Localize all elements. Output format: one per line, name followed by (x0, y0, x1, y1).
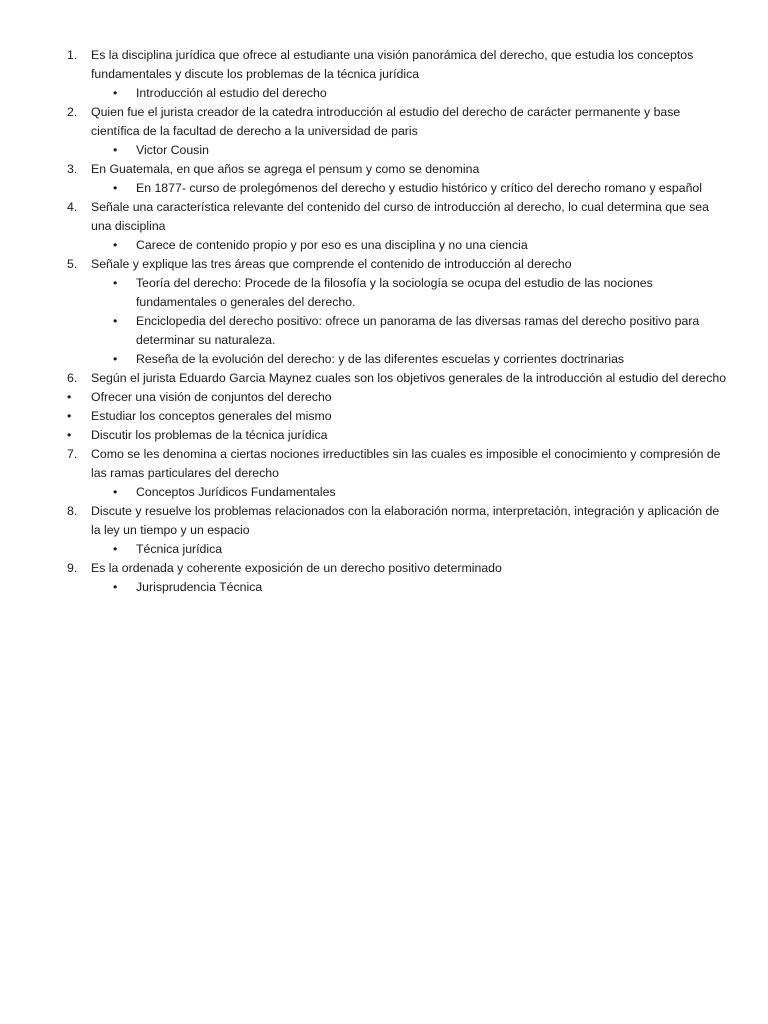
answer-text: Victor Cousin (136, 143, 209, 157)
answer-3-1 (0, 179, 768, 198)
question-3 (0, 160, 768, 179)
bullet-icon: • (113, 276, 118, 290)
question-number: 1. (67, 48, 78, 62)
question-number: 2. (67, 105, 78, 119)
question-text: Según el jurista Eduardo Garcia Maynez cuales son los objetivos generales de la introducción al estudio del derecho (91, 371, 727, 385)
question-8 (0, 502, 768, 540)
answer-2-1 (0, 141, 768, 160)
question-text: Es la ordenada y coherente exposición de un derecho positivo determinado (91, 561, 502, 575)
question-text: Es la disciplina jurídica que ofrece al estudiante una visión panorámica del derecho, que estudia los conceptos fundamentales y discute los problemas de la técnica jurídica (91, 48, 694, 81)
answer-8-1 (0, 540, 768, 559)
bullet-icon: • (113, 314, 118, 328)
bullet-icon: • (113, 352, 118, 366)
objective-text: Ofrecer una visión de conjuntos del derecho (91, 390, 332, 404)
bullet-icon: • (113, 86, 118, 100)
bullet-icon: • (67, 428, 72, 442)
bullet-icon: • (113, 580, 118, 594)
question-text: Como se les denomina a ciertas nociones irreductibles sin las cuales es imposible el conocimiento y compresión de las ramas particulares del derecho (91, 447, 721, 480)
document-page (0, 46, 768, 597)
answer-7-1 (0, 483, 768, 502)
objective-text: Estudiar los conceptos generales del mismo (91, 409, 332, 423)
answer-4-1 (0, 236, 768, 255)
bullet-icon: • (113, 181, 118, 195)
answer-5-2 (0, 312, 768, 350)
question-5 (0, 255, 768, 274)
answer-text: Reseña de la evolución del derecho: y de las diferentes escuelas y corrientes doctrinarias (136, 352, 625, 366)
objective-3 (0, 426, 768, 445)
answer-text: Jurisprudencia Técnica (136, 580, 263, 594)
objective-2 (0, 407, 768, 426)
bullet-icon: • (113, 485, 118, 499)
question-1 (0, 46, 768, 84)
bullet-icon: • (113, 238, 118, 252)
answer-9-1 (0, 578, 768, 597)
bullet-icon: • (113, 143, 118, 157)
question-number: 6. (67, 371, 78, 385)
answer-1-1 (0, 84, 768, 103)
answer-text: Enciclopedia del derecho positivo: ofrece un panorama de las diversas ramas del derecho positivo para determinar su naturaleza. (136, 314, 700, 347)
answer-5-3 (0, 350, 768, 369)
answer-text: Conceptos Jurídicos Fundamentales (136, 485, 336, 499)
answer-text: Introducción al estudio del derecho (136, 86, 327, 100)
question-2 (0, 103, 768, 141)
question-7 (0, 445, 768, 483)
answer-text: En 1877- curso de prolegómenos del derecho y estudio histórico y crítico del derecho romano y español (136, 181, 702, 195)
answer-5-1 (0, 274, 768, 312)
bullet-icon: • (67, 409, 72, 423)
question-number: 8. (67, 504, 78, 518)
question-6 (0, 369, 768, 388)
question-number: 4. (67, 200, 78, 214)
bullet-icon: • (67, 390, 72, 404)
question-number: 5. (67, 257, 78, 271)
objective-1 (0, 388, 768, 407)
question-number: 9. (67, 561, 78, 575)
bullet-icon: • (113, 542, 118, 556)
question-number: 7. (67, 447, 78, 461)
question-number: 3. (67, 162, 78, 176)
answer-text: Carece de contenido propio y por eso es una disciplina y no una ciencia (136, 238, 528, 252)
question-9 (0, 559, 768, 578)
answer-text: Teoría del derecho: Procede de la filosofía y la sociología se ocupa del estudio de las nociones fundamentales o generales del derecho. (136, 276, 653, 309)
question-text: Señale una característica relevante del contenido del curso de introducción al derecho, lo cual determina que sea una disciplina (91, 200, 709, 233)
objective-text: Discutir los problemas de la técnica jurídica (91, 428, 328, 442)
question-text: En Guatemala, en que años se agrega el pensum y como se denomina (91, 162, 480, 176)
question-text: Señale y explique las tres áreas que comprende el contenido de introducción al derecho (91, 257, 572, 271)
question-text: Quien fue el jurista creador de la catedra introducción al estudio del derecho de carácter permanente y base científica de la facultad de derecho a la universidad de paris (91, 105, 681, 138)
question-4 (0, 198, 768, 236)
answer-text: Técnica jurídica (136, 542, 223, 556)
question-text: Discute y resuelve los problemas relacionados con la elaboración norma, interpretación, integración y aplicación de la ley un tiempo y un espacio (91, 504, 720, 537)
